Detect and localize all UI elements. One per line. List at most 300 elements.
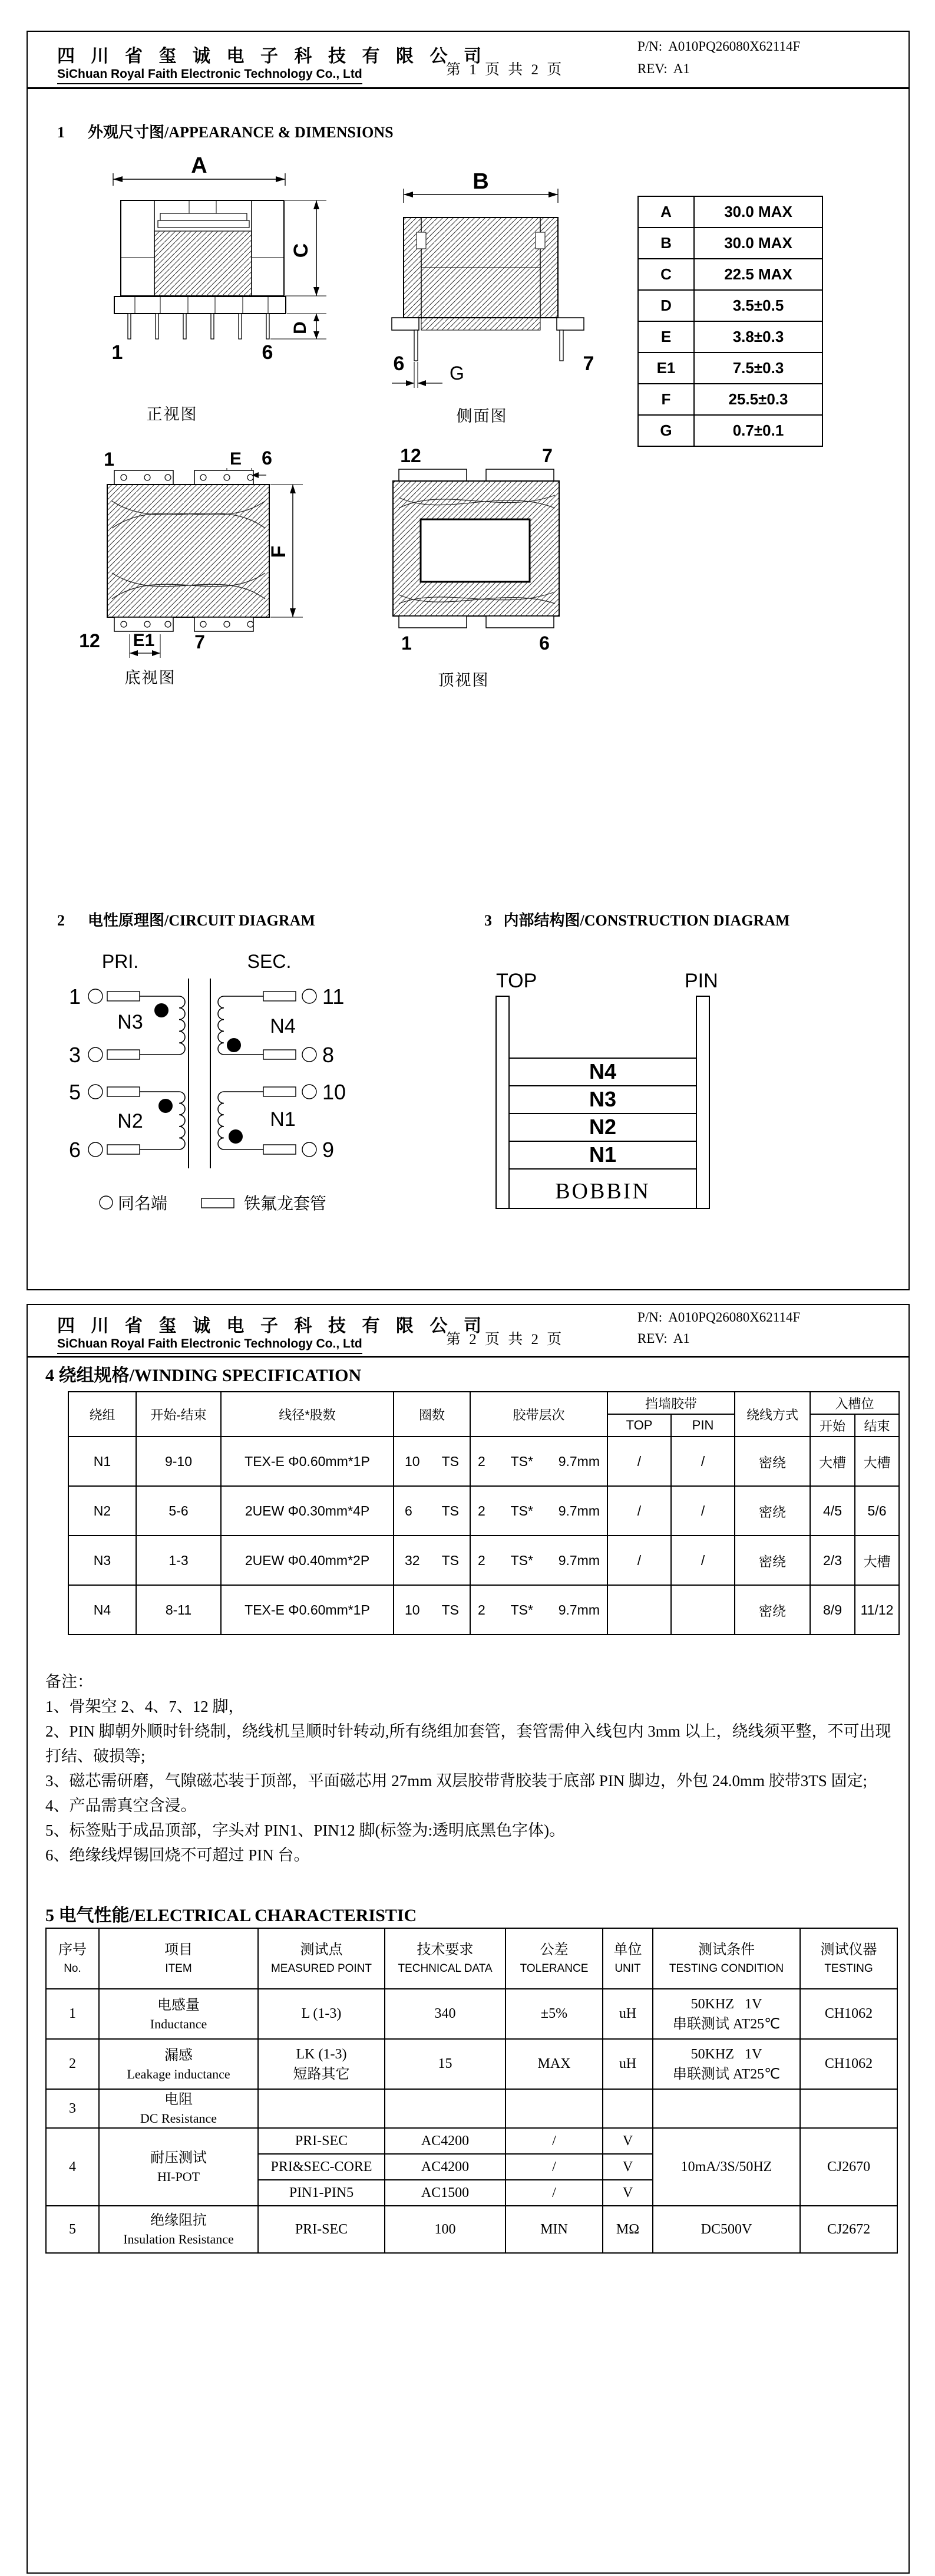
dim-row bbox=[638, 353, 822, 384]
cell-winding: N4 bbox=[68, 1585, 136, 1635]
section2-title: 2 电性原理图/CIRCUIT DIAGRAM bbox=[57, 912, 315, 929]
n3-polarity-dot bbox=[154, 1003, 169, 1017]
cell-tape bbox=[470, 1437, 607, 1486]
bottom-top-tabs bbox=[114, 470, 253, 485]
note-item: 1、骨架空 2、4、7、12 脚， bbox=[45, 1698, 245, 1715]
n2-polarity-dot bbox=[158, 1099, 173, 1113]
col-start-end: 开始-结束 bbox=[136, 1392, 221, 1437]
dim-row bbox=[638, 259, 822, 290]
dim-d-label: D bbox=[290, 321, 310, 334]
bottom-body bbox=[107, 485, 269, 617]
cell-start-end: 1-3 bbox=[136, 1536, 221, 1585]
point-line1: LK (1-3) bbox=[296, 2046, 347, 2062]
dim-row bbox=[638, 228, 822, 259]
dim-key: B bbox=[638, 228, 694, 259]
dim-key: F bbox=[638, 384, 694, 415]
cell-top: / bbox=[607, 1536, 671, 1585]
top-window bbox=[421, 519, 530, 582]
col-technical-data bbox=[385, 1928, 506, 1989]
cell-winding: N3 bbox=[68, 1536, 136, 1585]
layer-n1-label: N1 bbox=[589, 1142, 617, 1167]
cell-item bbox=[99, 2128, 258, 2206]
electrical-row-4a bbox=[46, 2128, 897, 2154]
side-view-drawing bbox=[381, 173, 629, 421]
sec-label: SEC. bbox=[247, 951, 292, 972]
cell-start-end: 5-6 bbox=[136, 1486, 221, 1536]
cell-method: 密绕 bbox=[735, 1585, 810, 1635]
notes-title: 备注： bbox=[45, 1673, 93, 1691]
cell-point bbox=[258, 2089, 385, 2128]
col-slot: 入槽位 bbox=[810, 1392, 899, 1414]
cell-winding: N2 bbox=[68, 1486, 136, 1536]
cell-item bbox=[99, 2089, 258, 2128]
page-indicator: 第 1 页 共 2 页 bbox=[446, 62, 564, 78]
col-slot-end: 结束 bbox=[855, 1414, 899, 1437]
cell-winding: N1 bbox=[68, 1437, 136, 1486]
layer-n4-label: N4 bbox=[589, 1059, 617, 1083]
header-en: TOLERANCE bbox=[520, 1962, 589, 1975]
cell-no: 2 bbox=[46, 2039, 99, 2089]
pn-value: A010PQ26080X62114F bbox=[668, 39, 801, 54]
cell-pin: / bbox=[671, 1437, 735, 1486]
side-view-caption: 侧面图 bbox=[456, 407, 508, 425]
dim-row bbox=[638, 384, 822, 415]
construction-top-label: TOP bbox=[496, 970, 537, 992]
cell-unit: MΩ bbox=[603, 2206, 653, 2253]
cell-condition bbox=[653, 2089, 800, 2128]
section1-title: 1 外观尺寸图/APPEARANCE & DIMENSIONS bbox=[57, 124, 394, 141]
page-indicator: 第 2 页 共 2 页 bbox=[446, 1332, 564, 1348]
winding-row-n1 bbox=[68, 1437, 899, 1486]
winding-header-row bbox=[68, 1392, 899, 1414]
col-barrier-top: TOP bbox=[607, 1414, 671, 1437]
tape-w: 9.7mm bbox=[558, 1453, 600, 1469]
side-pin7-label: 7 bbox=[583, 353, 594, 375]
sec-coils bbox=[218, 996, 224, 1149]
bottom-pin6-label: 6 bbox=[262, 447, 272, 469]
pin6-label: 6 bbox=[68, 1138, 81, 1162]
legend-dot-icon bbox=[100, 1196, 113, 1209]
tape-n: 2 bbox=[478, 1602, 485, 1618]
cell-method: 密绕 bbox=[735, 1486, 810, 1536]
cell-pin bbox=[671, 1585, 735, 1635]
cell-instrument bbox=[800, 2089, 897, 2128]
cell-point: PRI-SEC bbox=[258, 2128, 385, 2154]
electrical-header-row bbox=[46, 1928, 897, 1989]
cell-pin: / bbox=[671, 1536, 735, 1585]
cell-slot-start: 大槽 bbox=[810, 1437, 855, 1486]
n3-label: N3 bbox=[117, 1011, 143, 1033]
header-divider bbox=[28, 87, 908, 89]
cell-slot-end: 大槽 bbox=[855, 1536, 899, 1585]
col-no bbox=[46, 1928, 99, 1989]
cell-slot-start: 4/5 bbox=[810, 1486, 855, 1536]
dim-c-label: C bbox=[290, 243, 312, 258]
header-cn: 测试点 bbox=[300, 1942, 343, 1958]
cell-no: 1 bbox=[46, 1989, 99, 2039]
cell-instrument: CH1062 bbox=[800, 2039, 897, 2089]
cell-tolerance: MIN bbox=[506, 2206, 603, 2253]
dim-row bbox=[638, 321, 822, 353]
layer-n2-label: N2 bbox=[589, 1115, 617, 1139]
cell-condition bbox=[653, 2039, 800, 2089]
header-en: UNIT bbox=[614, 1962, 641, 1975]
col-measured-point bbox=[258, 1928, 385, 1989]
cell-data: AC1500 bbox=[385, 2180, 506, 2206]
rev-value: A1 bbox=[673, 1331, 690, 1346]
item-en: Inductance bbox=[150, 2016, 207, 2031]
electrical-table bbox=[45, 1928, 898, 2254]
header-cn: 测试条件 bbox=[698, 1942, 755, 1958]
header-cn: 序号 bbox=[58, 1942, 87, 1958]
turns-u: TS bbox=[441, 1503, 459, 1518]
cell-wire: 2UEW Φ0.40mm*2P bbox=[221, 1536, 394, 1585]
item-en: Insulation Resistance bbox=[123, 2232, 234, 2246]
pin11-label: 11 bbox=[322, 984, 345, 1009]
cell-instrument: CH1062 bbox=[800, 1989, 897, 2039]
cell-unit: V bbox=[603, 2128, 653, 2154]
pri-coils bbox=[179, 996, 185, 1149]
company-name-en: SiChuan Royal Faith Electronic Technology Co., Ltd bbox=[57, 67, 362, 84]
cell-top bbox=[607, 1585, 671, 1635]
cell-no: 3 bbox=[46, 2089, 99, 2128]
pin1-label: 1 bbox=[68, 984, 81, 1009]
cell-point bbox=[258, 2039, 385, 2089]
side-pin6-label: 6 bbox=[393, 353, 405, 375]
note-item: 3、磁芯需研磨，气隙磁芯装于顶部，平面磁芯用 27mm 双层胶带背胶装于底部 PIN 脚边，外包 24.0mm 胶带3TS 固定; bbox=[45, 1772, 868, 1790]
tape-u: TS* bbox=[510, 1503, 533, 1518]
col-barrier-tape: 挡墙胶带 bbox=[607, 1392, 735, 1414]
header-en: TECHNICAL DATA bbox=[398, 1962, 493, 1975]
page-1 bbox=[27, 31, 910, 1290]
top-pin7-label: 7 bbox=[542, 445, 553, 466]
cell-unit: V bbox=[603, 2154, 653, 2180]
turns-u: TS bbox=[441, 1602, 459, 1618]
side-body bbox=[392, 218, 584, 330]
cell-turns bbox=[394, 1536, 470, 1585]
section3-title: 3 内部结构图/CONSTRUCTION DIAGRAM bbox=[484, 912, 790, 929]
cell-turns bbox=[394, 1437, 470, 1486]
cell-slot-end: 大槽 bbox=[855, 1437, 899, 1486]
cell-wire: TEX-E Φ0.60mm*1P bbox=[221, 1585, 394, 1635]
n4-polarity-dot bbox=[227, 1038, 241, 1052]
cell-tolerance: / bbox=[506, 2154, 603, 2180]
cell-data: AC4200 bbox=[385, 2154, 506, 2180]
col-unit bbox=[603, 1928, 653, 1989]
header-cn: 技术要求 bbox=[417, 1942, 474, 1958]
note-item: 4、产品需真空含浸。 bbox=[45, 1797, 197, 1814]
condition-line1: 50KHZ 1V bbox=[690, 2046, 762, 2062]
note-item: 6、绝缘线焊锡回烧不可超过 PIN 台。 bbox=[45, 1846, 310, 1864]
point-line2: 短路其它 bbox=[293, 2066, 350, 2082]
cell-top: / bbox=[607, 1437, 671, 1486]
dim-row bbox=[638, 415, 822, 446]
side-pins bbox=[414, 330, 563, 361]
front-body bbox=[114, 200, 286, 314]
tape-u: TS* bbox=[510, 1453, 533, 1469]
top-bottom-tabs bbox=[399, 616, 554, 628]
col-testing-condition bbox=[653, 1928, 800, 1989]
construction-pin-label: PIN bbox=[685, 970, 718, 992]
top-view-drawing bbox=[384, 444, 637, 661]
col-testing bbox=[800, 1928, 897, 1989]
item-en: DC Resistance bbox=[140, 2111, 217, 2126]
tape-n: 2 bbox=[478, 1453, 485, 1469]
dimension-table bbox=[637, 196, 823, 447]
legend-dot-label: 同名端 bbox=[118, 1195, 168, 1213]
cell-tolerance bbox=[506, 2089, 603, 2128]
cell-unit: uH bbox=[603, 2039, 653, 2089]
turns-u: TS bbox=[441, 1453, 459, 1469]
cell-slot-end: 11/12 bbox=[855, 1585, 899, 1635]
header-en: MEASURED POINT bbox=[270, 1962, 372, 1975]
col-item bbox=[99, 1928, 258, 1989]
cell-no: 5 bbox=[46, 2206, 99, 2253]
cell-tolerance: ±5% bbox=[506, 1989, 603, 2039]
condition-line2: 串联测试 AT25℃ bbox=[672, 2016, 781, 2032]
cell-instrument: CJ2670 bbox=[800, 2128, 897, 2206]
header-cn: 项目 bbox=[164, 1942, 193, 1958]
front-pins bbox=[128, 314, 269, 339]
rev-label: REV: bbox=[637, 61, 668, 76]
company-name-en: SiChuan Royal Faith Electronic Technology Co., Ltd bbox=[57, 1337, 362, 1354]
dim-key: E1 bbox=[638, 353, 694, 384]
dim-b-label: B bbox=[473, 173, 489, 194]
cell-data: AC4200 bbox=[385, 2128, 506, 2154]
pn-label: P/N: bbox=[637, 39, 663, 54]
n2-label: N2 bbox=[117, 1110, 143, 1132]
section4-title: 4 绕组规格/WINDING SPECIFICATION bbox=[45, 1366, 362, 1385]
dim-value: 30.0 MAX bbox=[694, 196, 822, 228]
n1-label: N1 bbox=[270, 1108, 296, 1131]
dim-row bbox=[638, 290, 822, 321]
winding-row-n3 bbox=[68, 1536, 899, 1585]
cell-item bbox=[99, 1989, 258, 2039]
cell-unit bbox=[603, 2089, 653, 2128]
header-en: TESTING bbox=[824, 1962, 873, 1975]
cell-slot-start: 2/3 bbox=[810, 1536, 855, 1585]
bottom-pin12-label: 12 bbox=[79, 630, 100, 651]
col-winding: 绕组 bbox=[68, 1392, 136, 1437]
bottom-pin7-label: 7 bbox=[194, 631, 205, 653]
cell-no: 4 bbox=[46, 2128, 99, 2206]
header-en: No. bbox=[64, 1962, 81, 1975]
top-pin12-label: 12 bbox=[400, 445, 421, 466]
cell-item bbox=[99, 2206, 258, 2253]
note-item: 2、PIN 脚朝外顺时针绕制，绕线机呈顺时针转动,所有绕组加套管，套管需伸入线包内 3mm 以上，绕线须平整，不可出现打结、破损等; bbox=[45, 1722, 891, 1765]
dim-e-label: E bbox=[229, 449, 242, 469]
cell-point: PRI-SEC bbox=[258, 2206, 385, 2253]
cell-data: 100 bbox=[385, 2206, 506, 2253]
construction-diagram bbox=[493, 966, 723, 1249]
cell-start-end: 9-10 bbox=[136, 1437, 221, 1486]
item-en: HI-POT bbox=[157, 2169, 200, 2184]
top-top-tabs bbox=[399, 469, 554, 481]
turns-n: 6 bbox=[405, 1503, 412, 1518]
top-view-caption: 顶视图 bbox=[438, 671, 490, 689]
dim-value: 0.7±0.1 bbox=[694, 415, 822, 446]
turns-u: TS bbox=[441, 1552, 459, 1568]
dim-key: G bbox=[638, 415, 694, 446]
cell-point: PRI&SEC-CORE bbox=[258, 2154, 385, 2180]
dim-g-label: G bbox=[450, 363, 464, 384]
pin5-label: 5 bbox=[68, 1080, 81, 1104]
cell-point: PIN1-PIN5 bbox=[258, 2180, 385, 2206]
cell-instrument: CJ2672 bbox=[800, 2206, 897, 2253]
dim-value: 25.5±0.3 bbox=[694, 384, 822, 415]
top-pin1-label: 1 bbox=[401, 633, 412, 654]
tape-u: TS* bbox=[510, 1552, 533, 1568]
cell-data: 15 bbox=[385, 2039, 506, 2089]
cell-pin: / bbox=[671, 1486, 735, 1536]
col-wire: 线径*股数 bbox=[221, 1392, 394, 1437]
dim-e1-label: E1 bbox=[133, 631, 155, 650]
core-lines bbox=[189, 979, 210, 1168]
col-tolerance bbox=[506, 1928, 603, 1989]
col-turns: 圈数 bbox=[394, 1392, 470, 1437]
turns-n: 32 bbox=[405, 1552, 420, 1568]
legend-sleeve-icon bbox=[201, 1198, 234, 1208]
cell-point: L (1-3) bbox=[258, 1989, 385, 2039]
note-item: 5、标签贴于成品顶部，字头对 PIN1、PIN12 脚(标签为:透明底黑色字体)。 bbox=[45, 1821, 565, 1839]
bottom-pin1-label: 1 bbox=[104, 449, 114, 470]
cell-method: 密绕 bbox=[735, 1437, 810, 1486]
tape-n: 2 bbox=[478, 1503, 485, 1518]
cell-slot-start: 8/9 bbox=[810, 1585, 855, 1635]
header-en: ITEM bbox=[165, 1962, 192, 1975]
revision bbox=[637, 61, 696, 77]
condition-line2: 串联测试 AT25℃ bbox=[672, 2066, 781, 2082]
part-number bbox=[637, 39, 806, 54]
dim-value: 3.5±0.5 bbox=[694, 290, 822, 321]
cell-top: / bbox=[607, 1486, 671, 1536]
cell-tolerance: / bbox=[506, 2180, 603, 2206]
cell-tape bbox=[470, 1486, 607, 1536]
bottom-view-caption: 底视图 bbox=[124, 669, 176, 687]
layer-n3-label: N3 bbox=[589, 1087, 617, 1111]
cell-data: 340 bbox=[385, 1989, 506, 2039]
condition-line1: 50KHZ 1V bbox=[690, 1996, 762, 2012]
tape-n: 2 bbox=[478, 1552, 485, 1568]
winding-table bbox=[68, 1391, 900, 1635]
dim-key: A bbox=[638, 196, 694, 228]
pin9-label: 9 bbox=[322, 1138, 335, 1162]
header-cn: 公差 bbox=[540, 1942, 569, 1958]
section5-title: 5 电气性能/ELECTRICAL CHARACTERISTIC bbox=[45, 1906, 417, 1925]
dim-key: C bbox=[638, 259, 694, 290]
item-cn: 耐压测试 bbox=[150, 2150, 207, 2166]
header-divider bbox=[28, 1356, 908, 1358]
revision bbox=[637, 1331, 696, 1346]
part-number bbox=[637, 1310, 806, 1325]
header-cn: 单位 bbox=[613, 1942, 642, 1958]
cell-slot-end: 5/6 bbox=[855, 1486, 899, 1536]
front-view-caption: 正视图 bbox=[146, 406, 198, 423]
front-view-drawing bbox=[95, 147, 331, 371]
bobbin-label: BOBBIN bbox=[555, 1179, 650, 1204]
cell-start-end: 8-11 bbox=[136, 1585, 221, 1635]
item-cn: 电感量 bbox=[157, 1997, 200, 2013]
cell-data bbox=[385, 2089, 506, 2128]
winding-row-n4 bbox=[68, 1585, 899, 1635]
dim-value: 7.5±0.3 bbox=[694, 353, 822, 384]
turns-n: 10 bbox=[405, 1453, 420, 1469]
dim-a-label: A bbox=[191, 153, 207, 178]
item-en: Leakage inductance bbox=[127, 2066, 230, 2081]
cell-unit: uH bbox=[603, 1989, 653, 2039]
cell-tape bbox=[470, 1585, 607, 1635]
company-name-cn: 四 川 省 玺 诚 电 子 科 技 有 限 公 司 bbox=[57, 1316, 487, 1336]
legend-sleeve-label: 铁氟龙套管 bbox=[244, 1195, 327, 1213]
cell-tolerance: / bbox=[506, 2128, 603, 2154]
front-pin6-label: 6 bbox=[262, 341, 273, 364]
header-cn: 测试仪器 bbox=[820, 1942, 877, 1958]
n1-polarity-dot bbox=[229, 1129, 243, 1144]
dim-value: 22.5 MAX bbox=[694, 259, 822, 290]
dim-f-label: F bbox=[267, 545, 290, 558]
cell-turns bbox=[394, 1486, 470, 1536]
pn-label: P/N: bbox=[637, 1310, 663, 1325]
electrical-row-1 bbox=[46, 1989, 897, 2039]
turns-n: 10 bbox=[405, 1602, 420, 1618]
header-en: TESTING CONDITION bbox=[669, 1962, 784, 1975]
dim-key: D bbox=[638, 290, 694, 321]
pri-label: PRI. bbox=[101, 951, 139, 972]
pin10-label: 10 bbox=[322, 1080, 346, 1104]
cell-tolerance: MAX bbox=[506, 2039, 603, 2089]
front-pin1-label: 1 bbox=[111, 341, 123, 364]
item-cn: 绝缘阻抗 bbox=[150, 2213, 207, 2228]
item-cn: 电阻 bbox=[164, 2092, 193, 2107]
col-barrier-pin: PIN bbox=[671, 1414, 735, 1437]
pin3-label: 3 bbox=[68, 1043, 81, 1067]
rev-label: REV: bbox=[637, 1331, 668, 1346]
dim-value: 3.8±0.3 bbox=[694, 321, 822, 353]
electrical-row-5 bbox=[46, 2206, 897, 2253]
bottom-view-drawing bbox=[78, 444, 331, 661]
dim-row bbox=[638, 196, 822, 228]
dim-value: 30.0 MAX bbox=[694, 228, 822, 259]
col-tape: 胶带层次 bbox=[470, 1392, 607, 1437]
cell-condition: 10mA/3S/50HZ bbox=[653, 2128, 800, 2206]
cell-wire: TEX-E Φ0.60mm*1P bbox=[221, 1437, 394, 1486]
tape-w: 9.7mm bbox=[558, 1552, 600, 1568]
item-cn: 漏感 bbox=[164, 2047, 193, 2063]
dim-key: E bbox=[638, 321, 694, 353]
cell-wire: 2UEW Φ0.30mm*4P bbox=[221, 1486, 394, 1536]
electrical-row-2 bbox=[46, 2039, 897, 2089]
top-pin6-label: 6 bbox=[539, 633, 550, 654]
company-name-cn: 四 川 省 玺 诚 电 子 科 技 有 限 公 司 bbox=[57, 47, 487, 66]
cell-condition: DC500V bbox=[653, 2206, 800, 2253]
circuit-diagram bbox=[54, 949, 384, 1226]
pn-value: A010PQ26080X62114F bbox=[668, 1310, 801, 1325]
notes-block bbox=[45, 1669, 907, 1867]
rev-value: A1 bbox=[673, 61, 690, 76]
n4-label: N4 bbox=[270, 1015, 296, 1037]
cell-method: 密绕 bbox=[735, 1536, 810, 1585]
bottom-bottom-tabs bbox=[114, 617, 253, 631]
electrical-row-3 bbox=[46, 2089, 897, 2128]
pin8-label: 8 bbox=[322, 1043, 335, 1067]
cell-tape bbox=[470, 1536, 607, 1585]
col-method: 绕线方式 bbox=[735, 1392, 810, 1437]
tape-u: TS* bbox=[510, 1602, 533, 1618]
tape-w: 9.7mm bbox=[558, 1503, 600, 1518]
cell-condition bbox=[653, 1989, 800, 2039]
page-2 bbox=[27, 1304, 910, 2574]
winding-row-n2 bbox=[68, 1486, 899, 1536]
